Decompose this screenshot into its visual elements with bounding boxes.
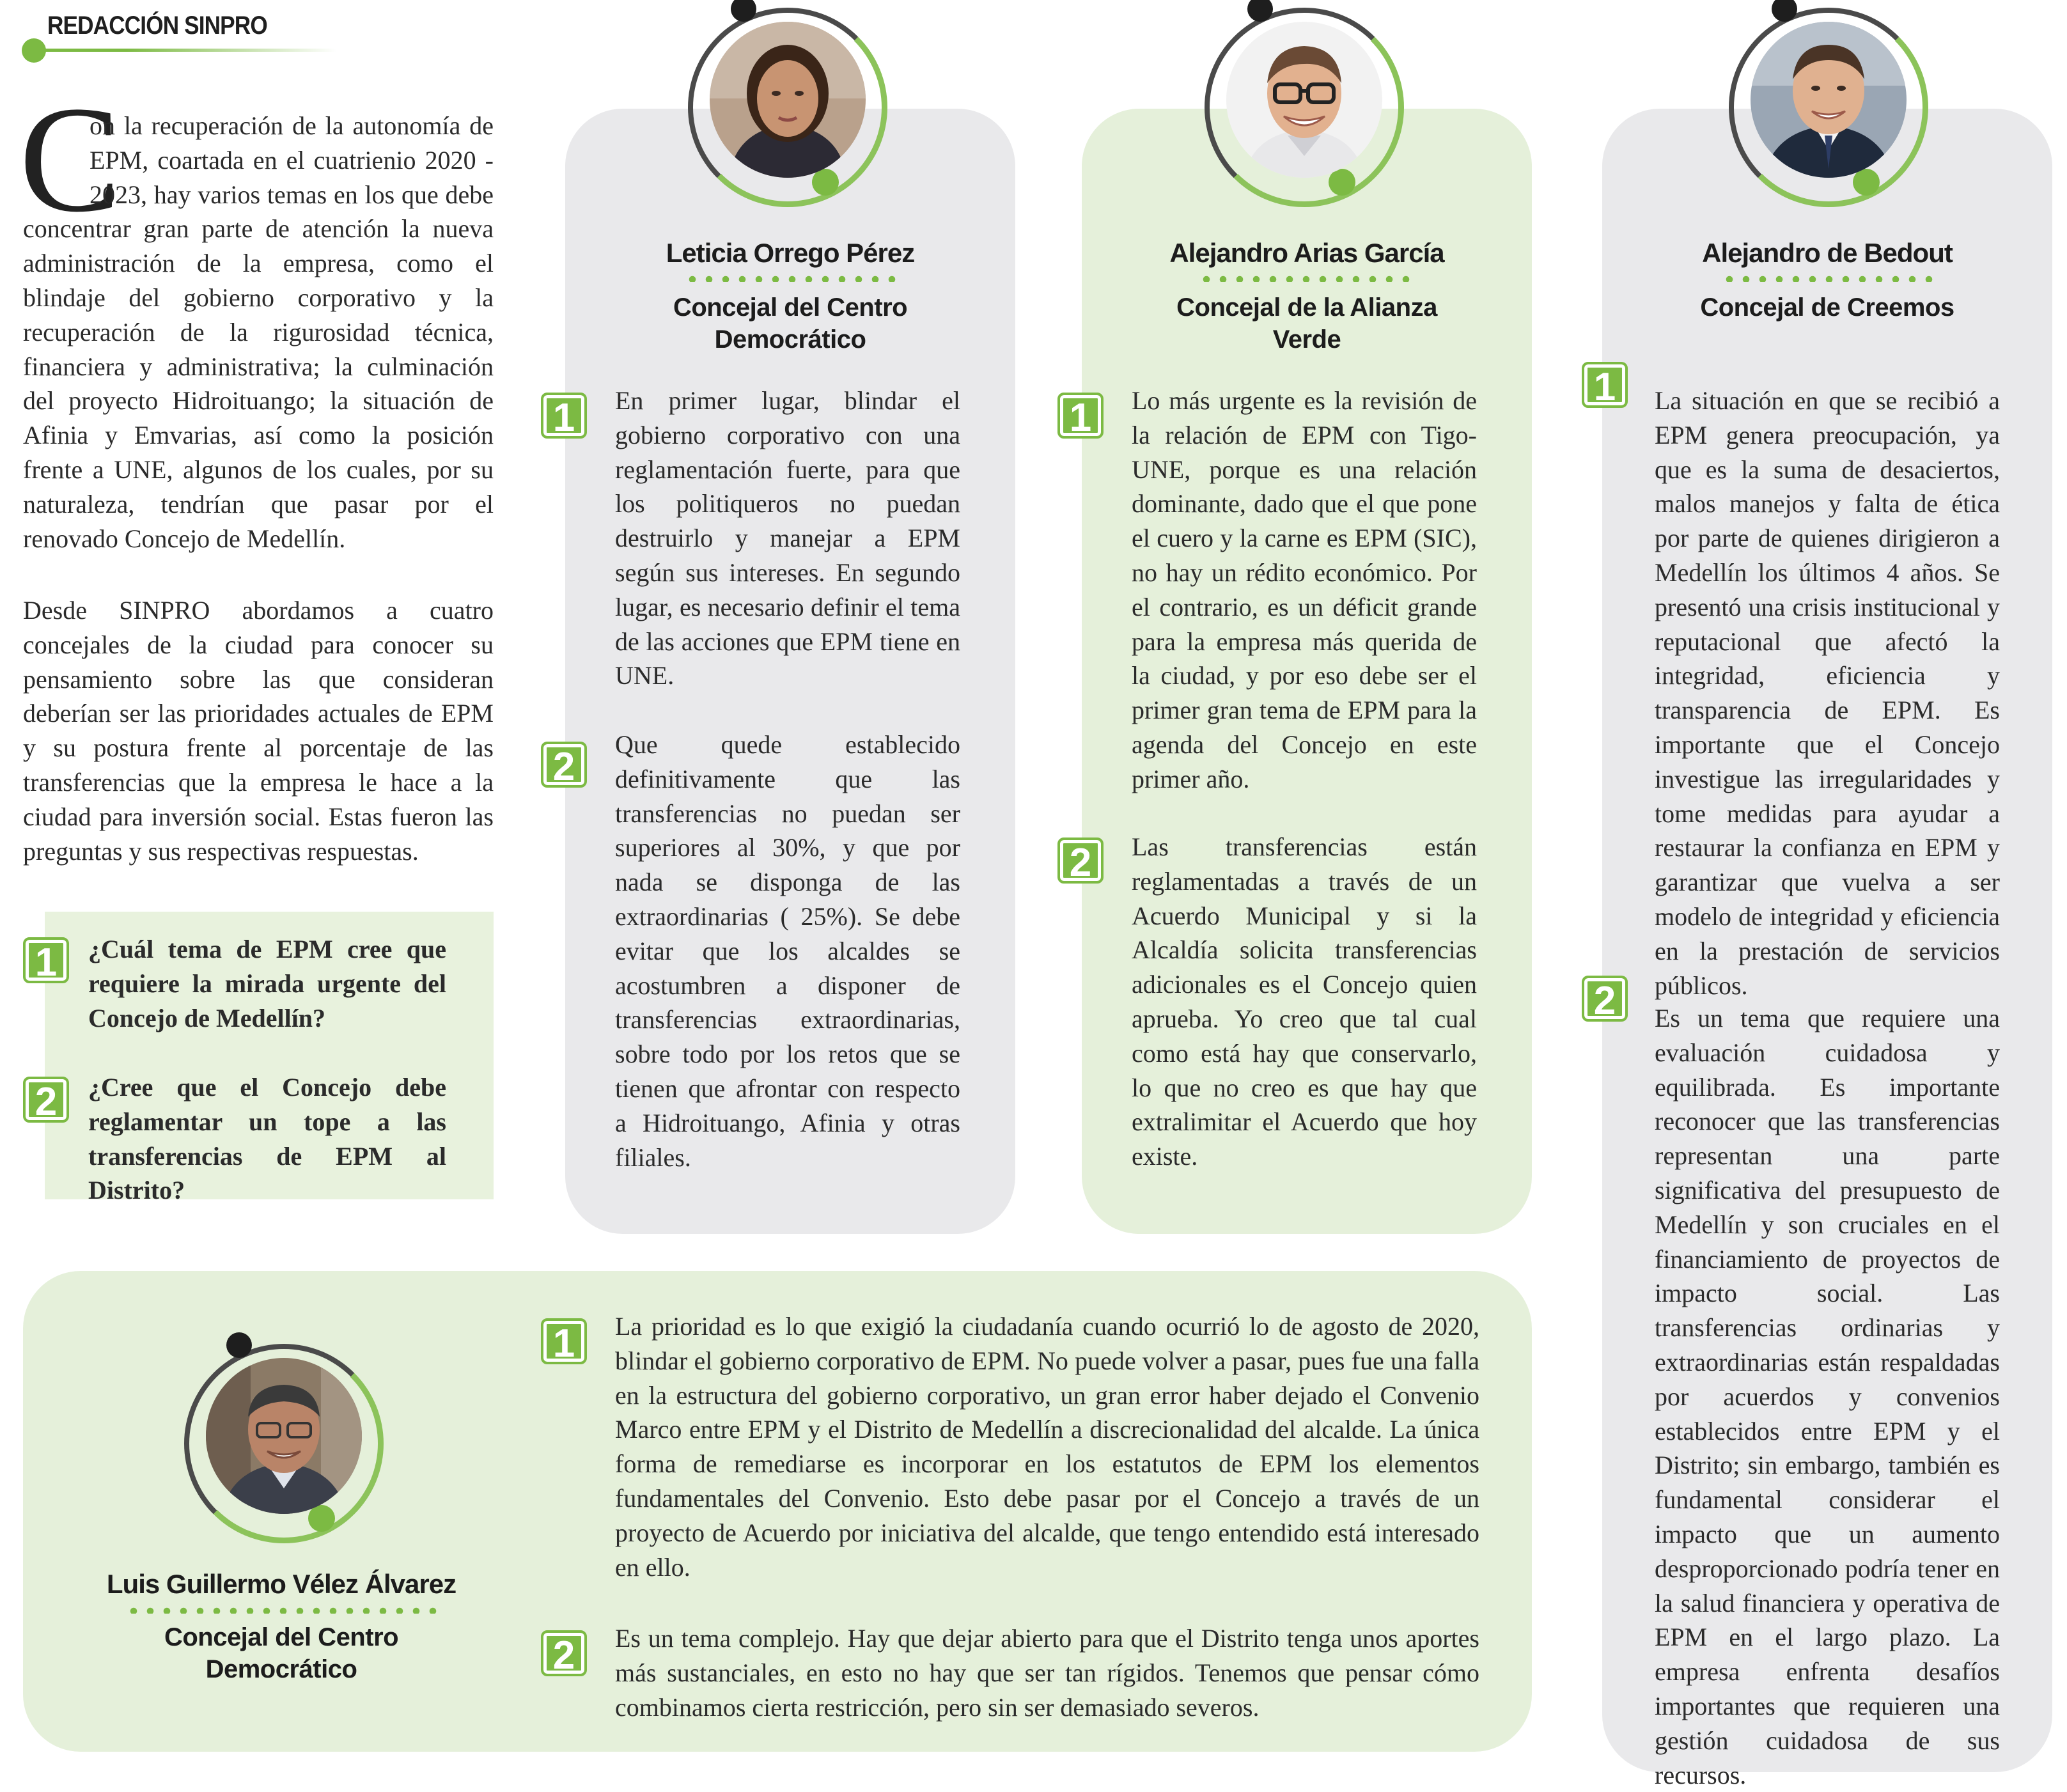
councillor-1-name: Leticia Orrego Pérez bbox=[666, 238, 915, 268]
ring-knob-green-icon bbox=[308, 1505, 335, 1532]
dotted-divider bbox=[1721, 276, 1938, 282]
councillor-2-photo bbox=[1226, 22, 1382, 178]
councillor-3-answer-1: La situación en que se recibió a EPM genera preocupación, ya que es la suma de desaciertos, malos manejos y falta de ética por parte de quienes dirigieron a Medellín los últimos 4 años. Se presentó una crisis institucional y reputacional que afectó la integridad, eficiencia y transparencia de EPM. Es importante que el Concejo investigue las irregularidades y tome medidas para ayudar a restaurar la confianza en EPM y garantizar que vuelva a ser modelo de integridad y eficiencia en la prestación de servicios públicos. bbox=[1655, 386, 2000, 1000]
answer-number-1-badge: 1 bbox=[1057, 393, 1104, 439]
councillor-3-role: Concejal de Creemos bbox=[1700, 293, 1954, 322]
drop-cap: C bbox=[19, 75, 121, 244]
answer-number-2-badge: 2 bbox=[1057, 838, 1104, 884]
ring-knob-dark-icon bbox=[226, 1332, 252, 1358]
answer-number-1-badge: 1 bbox=[1582, 362, 1628, 408]
councillor-3-name: Alejandro de Bedout bbox=[1702, 238, 1953, 268]
question-2: ¿Cree que el Concejo debe reglamentar un tope a las transferencias de EPM al Distrito? bbox=[88, 1073, 446, 1205]
councillor-4-role: Concejal del Centro Democrático bbox=[164, 1623, 399, 1683]
question-1: ¿Cuál tema de EPM cree que requiere la mirada urgente del Concejo de Medellín? bbox=[88, 935, 446, 1032]
dotted-divider bbox=[125, 1607, 441, 1614]
answer-number-2-badge: 2 bbox=[541, 742, 587, 788]
answer-number-2-badge: 2 bbox=[1582, 976, 1628, 1022]
dotted-divider bbox=[684, 276, 901, 282]
ring-knob-green-icon bbox=[812, 169, 839, 196]
question-number-2-badge: 2 bbox=[23, 1077, 69, 1123]
councillor-2-answer-2: Las transferencias están reglamentadas a través de un Acuerdo Municipal y si la Alcaldía solicita transferencias adicionales es el Concejo quien aprueba. Yo creo que tal cual como está hay que conservarlo, lo que no creo es que hay que extralimitar el Acuerdo que hoy existe. bbox=[1132, 832, 1477, 1171]
ring-knob-green-icon bbox=[1329, 169, 1355, 196]
councillor-4-photo bbox=[206, 1358, 362, 1514]
councillor-1-role: Concejal del Centro Democrático bbox=[673, 293, 908, 354]
question-number-1-badge: 1 bbox=[23, 937, 69, 983]
intro-paragraph-2: Desde SINPRO abordamos a cuatro concejales de la ciudad para conocer su pensamiento sobre las que consideran deberían ser las prioridades actuales de EPM y su postura frente al porcentaje de las transferencias que la empresa le hace a la ciudad para inversión social. Estas fueron las preguntas y sus respectivas respuestas. bbox=[23, 596, 494, 866]
dotted-divider bbox=[1198, 276, 1416, 282]
councillor-2-role: Concejal de la Alianza Verde bbox=[1176, 293, 1437, 354]
councillor-3-photo bbox=[1751, 22, 1907, 178]
councillor-4-name: Luis Guillermo Vélez Álvarez bbox=[106, 1569, 456, 1599]
councillor-3-answer-2: Es un tema que requiere una evaluación cuidadosa y equilibrada. Es importante reconocer que las transferencias representan una parte significativa del presupuesto de Medellín y son cruciales en el financiamiento de proyectos de impacto social. Las transferencias ordinarias y extraordinarias están respaldadas por acuerdos y convenios establecidos entre EPM y el Distrito; sin embargo, también es fundamental considerar el impacto que un aumento desproporcionado podría tener en la salud financiera y operativa de EPM en el largo plazo. La empresa enfrenta desafíos importantes que requieren una gestión cuidadosa de sus recursos. bbox=[1655, 1004, 2000, 1789]
section-label: REDACCIÓN SINPRO bbox=[47, 12, 267, 40]
intro-paragraph-1: on la recuperación de la autonomía de EPM, coartada en el cuatrienio 2020 - 2023, hay varios temas en los que debe concentrar gran parte de atención la nueva administración de la empresa, como el blindaje del gobierno corporativo y la recuperación de la rigurosidad técnica, financiera y administrativa; la culminación del proyecto Hidroituango; la situación de Afinia y Emvarias, así como la posición frente a UNE, algunos de los cuales, por su naturaleza, tendrían que pasar por el renovado Concejo de Medellín. bbox=[23, 111, 494, 553]
councillor-1-photo bbox=[710, 22, 866, 178]
councillor-2-answer-1: Lo más urgente es la revisión de la relación de EPM con Tigo-UNE, porque es una relación dominante, dado que el que pone el cuero y la carne es EPM (SIC), no hay un rédito económico. Por el contrario, es un déficit grande para la empresa más querida de la ciudad, y por eso debe ser el primer gran tema de EPM para la agenda del Concejo en este primer año. bbox=[1132, 386, 1477, 793]
councillor-4-answer-1: La prioridad es lo que exigió la ciudadanía cuando ocurrió lo de agosto de 2020, blindar el gobierno corporativo de EPM. No puede volver a pasar, pues fue una falla en la estructura del gobierno corporativo, un gran error haber dejado el Convenio Marco entre EPM y el Distrito de Medellín a discrecionalidad del alcalde. La única forma de remediarse es incorporar en los estatutos de EPM los elementos fundamentales del Convenio. Esto debe pasar por el Concejo a través de un proyecto de Acuerdo por iniciativa del alcalde, que tengo entendido está interesado en ello. bbox=[615, 1312, 1479, 1582]
councillor-4-answer-2: Es un tema complejo. Hay que dejar abierto para que el Distrito tenga unos aportes más sustanciales, en esto no hay que ser tan rígidos. Tenemos que pensar cómo combinamos cierta restricción, pero sin ser demasiado severos. bbox=[615, 1624, 1479, 1722]
answer-number-2-badge: 2 bbox=[541, 1630, 587, 1676]
ring-knob-green-icon bbox=[1853, 169, 1880, 196]
answer-number-1-badge: 1 bbox=[541, 393, 587, 439]
councillor-1-answer-2: Que quede establecido definitivamente que las transferencias no puedan ser superiores al 30%, y que por nada se disponga de las extraordinarias ( 25%). Se debe evitar que los alcaldes se acostumbren a disponer de transferencias extraordinarias, sobre todo por los retos que se tienen que afrontar con respecto a Hidroituango, Afinia y otras filiales. bbox=[615, 730, 960, 1172]
section-rule bbox=[36, 49, 336, 52]
answer-number-1-badge: 1 bbox=[541, 1318, 587, 1364]
councillor-2-name: Alejandro Arias García bbox=[1169, 238, 1444, 268]
councillor-1-answer-1: En primer lugar, blindar el gobierno corporativo con una reglamentación fuerte, para que los politiqueros no puedan destruirlo y manejar a EPM según sus intereses. En segundo lugar, es necesario definir el tema de las acciones que EPM tiene en UNE. bbox=[615, 386, 960, 690]
